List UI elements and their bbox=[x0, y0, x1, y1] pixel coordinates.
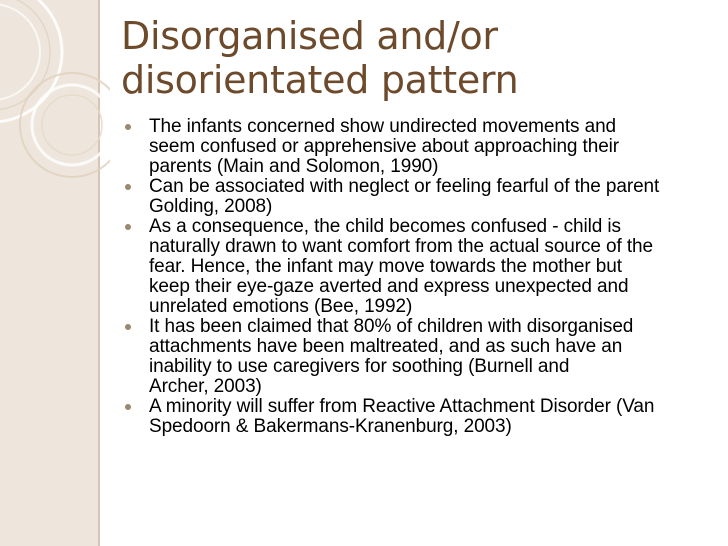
bullet-2-line-2: Golding, 2008) bbox=[149, 196, 273, 217]
bullet-item-neglect bbox=[121, 177, 706, 217]
bullet-3-line-3: fear. Hence, the infant may move towards the mother but bbox=[149, 256, 622, 277]
bullet-dot-icon bbox=[125, 324, 131, 330]
bullet-item-infants-undirected bbox=[121, 117, 706, 177]
slide-title bbox=[121, 14, 701, 102]
bullet-4-line-3: inability to use caregivers for soothing (Burnell and bbox=[149, 356, 570, 377]
bullet-5-line-2: Spedoorn & Bakermans-Kranenburg, 2003) bbox=[149, 416, 512, 437]
bullet-item-consequence bbox=[121, 217, 706, 317]
bullet-2-line-1: Can be associated with neglect or feeling fearful of the parent bbox=[149, 176, 660, 197]
bullet-3-line-2: naturally drawn to want comfort from the actual source of the bbox=[149, 236, 653, 257]
bullet-3-line-4: keep their eye-gaze averted and express unexpected and bbox=[149, 276, 629, 297]
bullet-4-line-2: attachments have been maltreated, and as such have an bbox=[149, 336, 623, 357]
bullet-dot-icon bbox=[125, 224, 131, 230]
bullet-dot-icon bbox=[125, 124, 131, 130]
bullet-4-line-1: It has been claimed that 80% of children with disorganised bbox=[149, 316, 634, 337]
bullet-4-line-4: Archer, 2003) bbox=[149, 376, 262, 397]
decorative-circles-graphic bbox=[0, 0, 110, 200]
slide-title-line-1: Disorganised and/or bbox=[121, 14, 498, 58]
bullet-1-line-2: seem confused or apprehensive about approaching their bbox=[149, 136, 620, 157]
bullet-3-line-5: unrelated emotions (Bee, 1992) bbox=[149, 296, 413, 317]
bullet-dot-icon bbox=[125, 184, 131, 190]
bullet-3-line-1: As a consequence, the child becomes confused - child is bbox=[149, 216, 621, 237]
bullet-item-reactive-attachment bbox=[121, 397, 706, 437]
bullet-list bbox=[121, 117, 706, 437]
bullet-item-maltreated bbox=[121, 317, 706, 397]
bullet-5-line-1: A minority will suffer from Reactive Attachment Disorder (Van bbox=[149, 396, 655, 417]
bullet-1-line-1: The infants concerned show undirected movements and bbox=[149, 116, 617, 137]
bullet-dot-icon bbox=[125, 404, 131, 410]
bullet-1-line-3: parents (Main and Solomon, 1990) bbox=[149, 156, 439, 177]
slide-title-line-2: disorientated pattern bbox=[121, 58, 519, 102]
